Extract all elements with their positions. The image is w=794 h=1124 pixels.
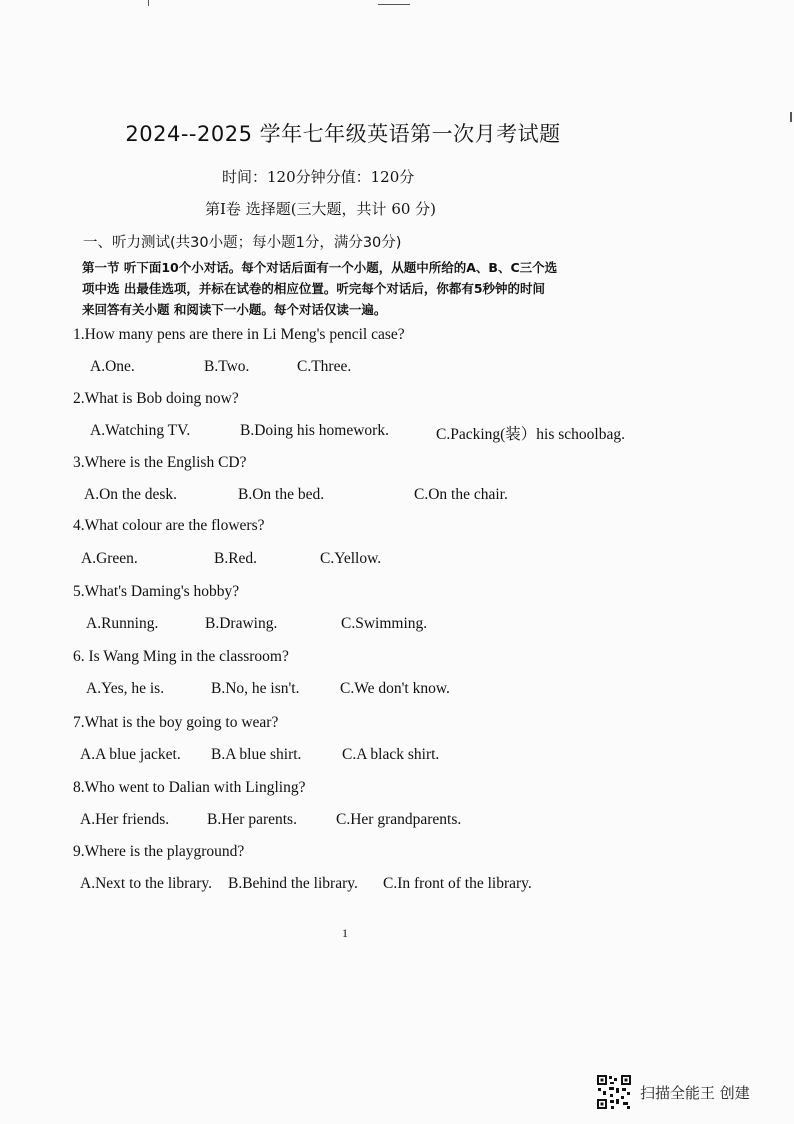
option-6a: A.Yes, he is. — [86, 680, 165, 697]
listening-instructions — [82, 257, 642, 320]
option-2c: C.Packing(装）his schoolbag. — [436, 426, 625, 443]
option-2b: B.Doing his homework. — [240, 422, 389, 439]
option-8a: A.Her friends. — [80, 811, 170, 828]
option-5b: B.Drawing. — [205, 615, 278, 632]
option-9b: B.Behind the library. — [228, 875, 358, 892]
option-9c: C.In front of the library. — [383, 875, 532, 892]
option-7a: A.A blue jacket. — [80, 746, 181, 763]
option-2a: A.Watching TV. — [90, 422, 191, 439]
option-7b: B.A blue shirt. — [211, 746, 302, 763]
option-4a: A.Green. — [81, 550, 138, 567]
question-5: 5.What's Daming's hobby? — [73, 583, 240, 600]
option-5c: C.Swimming. — [341, 615, 428, 632]
page-number: 1 — [342, 926, 348, 940]
question-3: 3.Where is the English CD? — [73, 454, 247, 471]
scan-mark-top — [378, 4, 410, 5]
option-6b: B.No, he isn't. — [211, 680, 300, 697]
option-1b: B.Two. — [204, 358, 250, 375]
scanner-watermark — [596, 1074, 750, 1110]
option-3b: B.On the bed. — [238, 486, 325, 503]
option-4b: B.Red. — [214, 550, 258, 567]
volume-title: 第Ⅰ卷 选择题(三大题，共计 60 分) — [205, 200, 437, 218]
option-6c: C.We don't know. — [340, 680, 450, 697]
option-7c: C.A black shirt. — [342, 746, 440, 763]
question-2: 2.What is Bob doing now? — [73, 390, 239, 407]
scan-mark-right — [790, 112, 792, 122]
qr-code-icon — [596, 1074, 632, 1110]
question-1: 1.How many pens are there in Li Meng's pencil case? — [73, 326, 405, 343]
question-9: 9.Where is the playground? — [73, 843, 245, 860]
instruction-line: 项中选 出最佳选项，并标在试卷的相应位置。听完每个对话后，你都有5秒钟的时间 — [82, 281, 546, 296]
section-heading: 一、听力测试(共30小题；每小题1分，满分30分) — [83, 235, 402, 251]
option-8c: C.Her grandparents. — [336, 811, 462, 828]
option-3a: A.On the desk. — [84, 486, 177, 503]
time-and-score: 时间：120分钟分值：120分 — [222, 168, 415, 186]
option-4c: C.Yellow. — [320, 550, 382, 567]
instruction-line: 第一节 听下面10个小对话。每个对话后面有一个小题，从题中所给的A、B、C三个选 — [82, 260, 558, 275]
option-3c: C.On the chair. — [414, 486, 508, 503]
option-1c: C.Three. — [297, 358, 352, 375]
instruction-line: 来回答有关小题 和阅读下一小题。每个对话仅读一遍。 — [82, 302, 387, 317]
question-6: 6. Is Wang Ming in the classroom? — [73, 648, 289, 665]
option-9a: A.Next to the library. — [80, 875, 212, 892]
option-1a: A.One. — [90, 358, 135, 375]
question-4: 4.What colour are the flowers? — [73, 517, 265, 534]
exam-title: 2024--2025 学年七年级英语第一次月考试题 — [125, 122, 561, 146]
question-7: 7.What is the boy going to wear? — [73, 714, 279, 731]
scan-mark-top-left — [148, 0, 149, 6]
option-5a: A.Running. — [86, 615, 159, 632]
question-8: 8.Who went to Dalian with Lingling? — [73, 779, 306, 796]
scanner-credit-text: 扫描全能王 创建 — [640, 1083, 750, 1102]
option-8b: B.Her parents. — [207, 811, 297, 828]
